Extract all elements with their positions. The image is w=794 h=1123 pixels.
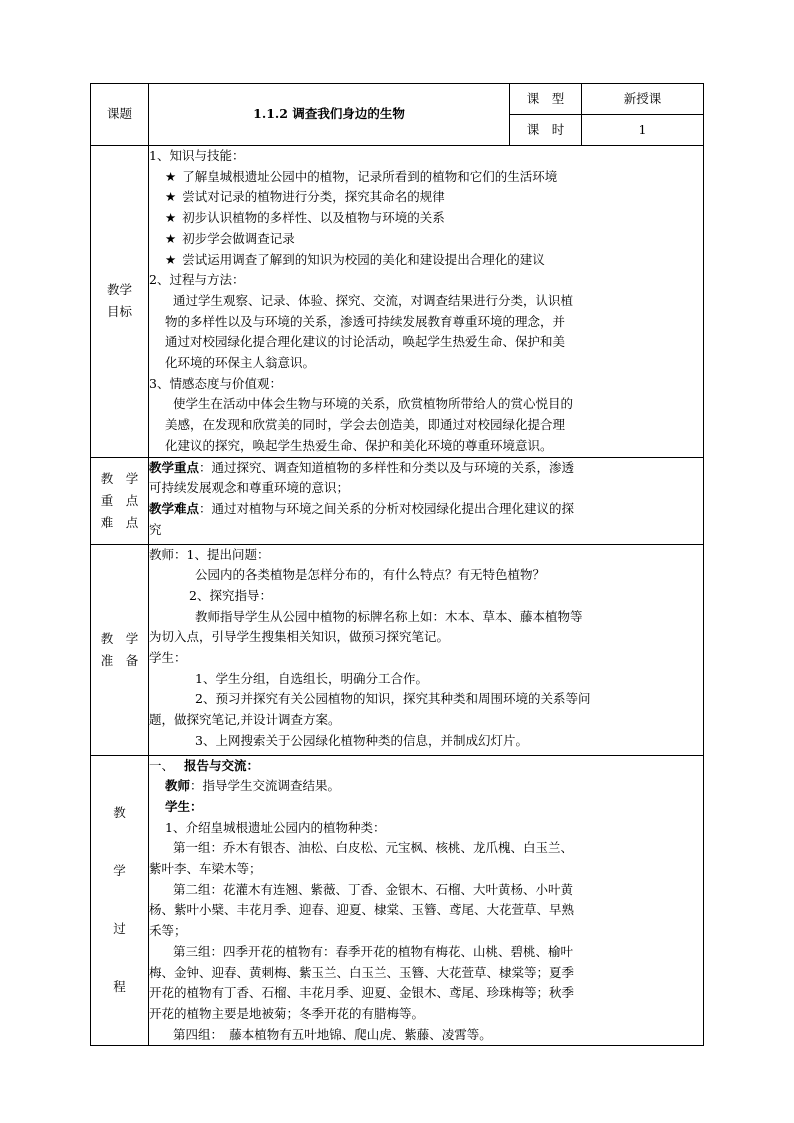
group-3-text: 开花的植物有丁香、石榴、丰花月季、迎夏、金银木、鸢尾、珍珠梅等；秋季 — [149, 985, 575, 1001]
objectives-section-2: 2、过程与方法： — [149, 272, 245, 288]
star-item: ★ 初步认识植物的多样性、以及植物与环境的关系 — [165, 210, 445, 226]
objectives-text-line: 使学生在活动中体会生物与环境的关系，欣赏植物所带给人的赏心悦目的 — [173, 396, 574, 412]
process-teacher-label: 教师 — [165, 778, 191, 794]
star-item: ★ 了解皇城根遗址公园中的植物，记录所看到的植物和它们的生活环境 — [165, 168, 558, 184]
prep-label: 教 学 准 备 — [91, 544, 149, 755]
process-label: 教 学 过 程 — [91, 755, 149, 1046]
objectives-text-line: 通过对校园绿化提合理化建议的讨论活动，唤起学生热爱生命、保护和美 — [165, 334, 566, 350]
star-item: ★ 尝试运用调查了解到的知识为校园的美化和建设提出合理化的建议 — [165, 251, 545, 267]
star-icon: ★ — [165, 189, 177, 205]
group-3-text: 开花的植物主要是地被菊；冬季开花的有腊梅等。 — [149, 1005, 425, 1021]
objectives-content — [149, 146, 704, 458]
group-2-text: 禾等； — [149, 923, 187, 939]
star-icon: ★ — [165, 168, 177, 184]
objectives-label: 教学 目标 — [91, 146, 149, 458]
prep-student-item: 题，做探究笔记,并设计调查方案。 — [149, 712, 341, 728]
prep-guide-text: 教师指导学生从公园中植物的标牌名称上如：木本、草本、藤本植物等 — [195, 608, 583, 624]
objectives-text-line: 美感，在发现和欣赏美的同时，学会去创造美，即通过对校园绿化提合理 — [165, 417, 566, 433]
group-2-text: 杨、紫叶小檗、丰花月季、迎春、迎夏、棣棠、玉簪、鸢尾、大花萱草、早熟 — [149, 902, 575, 918]
objectives-text-line: 通过学生观察、记录、体验、探究、交流，对调查结果进行分类，认识植 — [173, 292, 574, 308]
group-4-text: 第四组： 藤本植物有五叶地锦、爬山虎、紫藤、凌霄等。 — [173, 1026, 492, 1042]
topic-label: 课题 — [91, 84, 149, 146]
difficulty-text: ：通过对植物与环境之间关系的分析对校园绿化提出合理化建议的探 — [199, 500, 575, 516]
process-item: 1、介绍皇城根遗址公园内的植物种类： — [165, 819, 386, 835]
process-heading: 报告与交流： — [184, 757, 260, 773]
prep-guide-heading: 2、探究指导： — [189, 587, 272, 603]
type-label: 课 型 — [510, 84, 582, 115]
keypoints-content — [149, 457, 704, 544]
key-point-label: 教学重点 — [149, 459, 200, 475]
hours-label: 课 时 — [510, 115, 582, 146]
prep-student-item: 2、预习并探究有关公园植物的知识，探究其种类和周围环境的关系等问 — [195, 691, 591, 707]
lesson-plan-table — [90, 83, 704, 1046]
prep-guide-text: 为切入点，引导学生搜集相关知识，做预习探究笔记。 — [149, 629, 450, 645]
objectives-text-line: 化建议的探究，唤起学生热爱生命、保护和美化环境的尊重环境意识。 — [165, 437, 553, 453]
objectives-section-3: 3、情感态度与价值观： — [149, 375, 282, 391]
process-heading-number: 一、 — [149, 757, 175, 773]
prep-student: 学生： — [149, 650, 187, 666]
difficulty-label: 教学难点 — [149, 500, 200, 516]
prep-teacher: 教师：1、提出问题： — [149, 546, 270, 562]
group-3-text: 梅、金钟、迎春、黄刺梅、紫玉兰、白玉兰、玉簪、大花萱草、棣棠等；夏季 — [149, 964, 575, 980]
key-point-text: ：通过探究、调查知道植物的多样性和分类以及与环境的关系，渗透 — [199, 459, 575, 475]
prep-student-item: 3、上网搜索关于公园绿化植物种类的信息，并制成幻灯片。 — [195, 732, 528, 748]
star-icon: ★ — [165, 210, 177, 226]
key-point-text: 可持续发展观念和尊重环境的意识； — [149, 480, 350, 496]
group-2-text: 第二组：花灌木有连翘、紫薇、丁香、金银木、石榴、大叶黄杨、小叶黄 — [173, 881, 574, 897]
process-student-label: 学生： — [165, 798, 203, 814]
star-icon: ★ — [165, 230, 177, 246]
type-value: 新授课 — [582, 84, 704, 115]
prep-question: 公园内的各类植物是怎样分布的，有什么特点？有无特色植物？ — [195, 567, 546, 583]
star-item: ★ 初步学会做调查记录 — [165, 230, 295, 246]
objectives-text-line: 化环境的环保主人翁意识。 — [165, 355, 316, 371]
keypoints-label: 教 学 重 点 难 点 — [91, 457, 149, 544]
difficulty-text: 究 — [149, 521, 162, 537]
star-item: ★ 尝试对记录的植物进行分类，探究其命名的规律 — [165, 189, 445, 205]
objectives-text-line: 物的多样性以及与环境的关系，渗透可持续发展教育尊重环境的理念，并 — [165, 313, 566, 329]
prep-student-item: 1、学生分组，自选组长，明确分工合作。 — [195, 670, 428, 686]
star-icon: ★ — [165, 251, 177, 267]
objectives-section-1: 1、知识与技能： — [149, 148, 245, 163]
lesson-title: 1.1.2 调查我们身边的生物 — [149, 84, 510, 146]
process-content — [149, 755, 704, 1046]
hours-value: 1 — [582, 115, 704, 146]
group-3-text: 第三组：四季开花的植物有：春季开花的植物有梅花、山桃、碧桃、榆叶 — [173, 943, 574, 959]
group-1-text: 第一组：乔木有银杏、油松、白皮松、元宝枫、核桃、龙爪槐、白玉兰、 — [173, 840, 574, 856]
prep-content — [149, 544, 704, 755]
process-teacher-text: ：指导学生交流调查结果。 — [190, 778, 341, 794]
group-1-text: 紫叶李、车梁木等； — [149, 861, 262, 877]
